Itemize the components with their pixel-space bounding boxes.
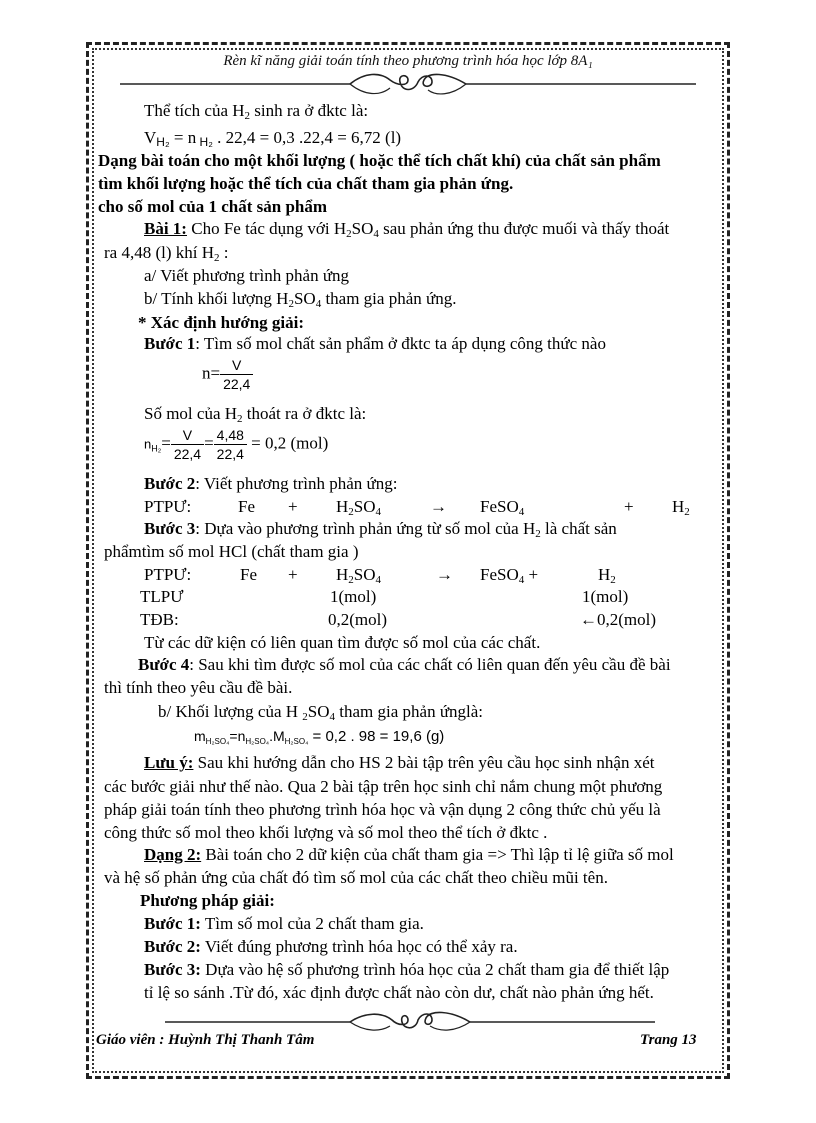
step3-line2: tỉ lệ so sánh .Từ đó, xác định được chất nào còn dư, chất nào phản ứng hết. bbox=[144, 983, 654, 1002]
pt1-arrow: → bbox=[430, 497, 447, 516]
pt2-h2so4: $H_2SO_4$ bbox=[336, 565, 382, 586]
calc-n-h2: $n_{H_2}=$ $\frac{V}{22,4}$ = $\frac{4,48}{22,4}$ = 0,2 (mol) bbox=[144, 427, 329, 462]
luu-y-line1: Lưu ý: Sau khi hướng dẫn cho HS 2 bài tập trên yêu cầu học sinh nhận xét bbox=[144, 753, 655, 772]
buoc3-line1: Bước 3: Dựa vào phương trình phản ứng từ số mol của $H_2$ là chất sản bbox=[144, 519, 617, 540]
pt1-feso4: FeSO$_4$ bbox=[480, 497, 525, 518]
question-b: b/ Tính khối lượng $H_2SO_4$ tham gia phản ứng. bbox=[144, 289, 457, 310]
footer-teacher: Giáo viên : Huỳnh Thị Thanh Tâm bbox=[96, 1032, 315, 1048]
buoc2-line: Bước 2: Viết phương trình phản ứng: bbox=[144, 474, 398, 493]
step3-line1: Bước 3: Dựa vào hệ số phương trình hóa học của 2 chất tham gia để thiết lập bbox=[144, 960, 670, 979]
pt1-plus1: + bbox=[288, 497, 298, 516]
buoc4-line2: thì tính theo yêu cầu đề bài. bbox=[104, 678, 293, 697]
pt1-fe: Fe bbox=[238, 497, 255, 516]
bai1-line2: ra 4,48 (l) khí $H_2$ : bbox=[104, 243, 229, 264]
dang2-line1: Dạng 2: Bài toán cho 2 dữ kiện của chất tham gia => Thì lập tỉ lệ giữa số mol bbox=[144, 845, 674, 864]
dang-heading-3: cho số mol của 1 chất sản phẩm bbox=[98, 197, 328, 216]
question-a: a/ Viết phương trình phản ứng bbox=[144, 266, 350, 285]
mass-calc-line: $m_{H_2SO_4}=n_{H_2SO_4}.M_{H_2SO_4} = 0,2$ . 98 = 19,6 (g) bbox=[194, 728, 445, 746]
pt1-label: PTPƯ: bbox=[144, 497, 192, 516]
huong-giai-heading: * Xác định hướng giải: bbox=[138, 313, 305, 332]
pt1-h2: $H_2$ bbox=[672, 497, 690, 518]
dang-heading-1: Dạng bài toán cho một khối lượng ( hoặc thể tích chất khí) của chất sản phẩm bbox=[98, 151, 661, 170]
line-volume-calc: $V_{H_2} = n$ $_{H_2}$ . 22,4 = 0,3 .22,4 = 6,72 (l) bbox=[144, 128, 402, 149]
luu-y-line3: pháp giải toán tính theo phương trình hóa học và vận dụng 2 công thức chủ yếu là bbox=[104, 800, 661, 819]
luu-y-line2: các bước giải như thế nào. Qua 2 bài tập trên học sinh chỉ nắm chung một phương bbox=[104, 777, 663, 796]
footer-flourish-icon bbox=[160, 1008, 660, 1032]
header-flourish-icon bbox=[110, 70, 706, 98]
formula-n-v: n= $\frac{V}{22,4}$ bbox=[202, 356, 253, 393]
tu-cac-line: Từ các dữ kiện có liên quan tìm được số mol của các chất. bbox=[144, 633, 541, 652]
tlpu-value-2: 1(mol) bbox=[582, 587, 629, 606]
dang-heading-2: tìm khối lượng hoặc thể tích của chất tham gia phản ứng. bbox=[98, 174, 514, 193]
tdb-value-2: ←0,2(mol) bbox=[580, 610, 657, 629]
pt2-plus1: + bbox=[288, 565, 298, 584]
line-volume-h2: Thể tích của $H_2$ sinh ra ở đktc là: bbox=[144, 101, 369, 122]
tdb-value-1: 0,2(mol) bbox=[328, 610, 388, 629]
buoc4-line1: Bước 4: Sau khi tìm được số mol của các chất có liên quan đến yêu cầu đề bài bbox=[138, 655, 671, 674]
bai1-line1: Bài 1: Cho Fe tác dụng với $H_2SO_4$ sau phản ứng thu được muối và thấy thoát bbox=[144, 219, 670, 240]
luu-y-line4: công thức số mol theo khối lượng và số mol theo thể tích ở đktc . bbox=[104, 823, 548, 842]
somol-h2-line: Số mol của $H_2$ thoát ra ở đktc là: bbox=[144, 404, 367, 425]
phuong-phap-heading: Phương pháp giải: bbox=[140, 891, 275, 910]
dang2-line2: và hệ số phản ứng của chất đó tìm số mol của các chất theo chiều mũi tên. bbox=[104, 868, 608, 887]
pt2-h2: $H_2$ bbox=[598, 565, 616, 586]
pt2-feso4: FeSO$_4$ + bbox=[480, 565, 539, 586]
pt2-arrow: → bbox=[436, 565, 453, 584]
step1-line: Bước 1: Tìm số mol của 2 chất tham gia. bbox=[144, 914, 424, 933]
footer-page-number: Trang 13 bbox=[640, 1032, 697, 1048]
buoc1-line: Bước 1: Tìm số mol chất sản phẩm ở đktc ta áp dụng công thức nào bbox=[144, 334, 606, 353]
buoc3-line2: phẩmtìm số mol HCl (chất tham gia ) bbox=[104, 542, 359, 561]
tdb-label: TĐB: bbox=[140, 610, 179, 629]
pt2-label: PTPƯ: bbox=[144, 565, 192, 584]
khoi-luong-line: b/ Khối lượng của H $_2SO_4$ tham gia phản ứnglà: bbox=[158, 702, 484, 723]
step2-line: Bước 2: Viết đúng phương trình hóa học có thể xảy ra. bbox=[144, 937, 518, 956]
pt2-fe: Fe bbox=[240, 565, 257, 584]
tlpu-label: TLPƯ bbox=[140, 587, 184, 606]
pt1-plus2: + bbox=[624, 497, 634, 516]
header-title: Rèn kĩ năng giải toán tính theo phương trình hóa học lớp 8A₁ bbox=[223, 53, 593, 69]
pt1-h2so4: $H_2SO_4$ bbox=[336, 497, 382, 518]
tlpu-value-1: 1(mol) bbox=[330, 587, 377, 606]
